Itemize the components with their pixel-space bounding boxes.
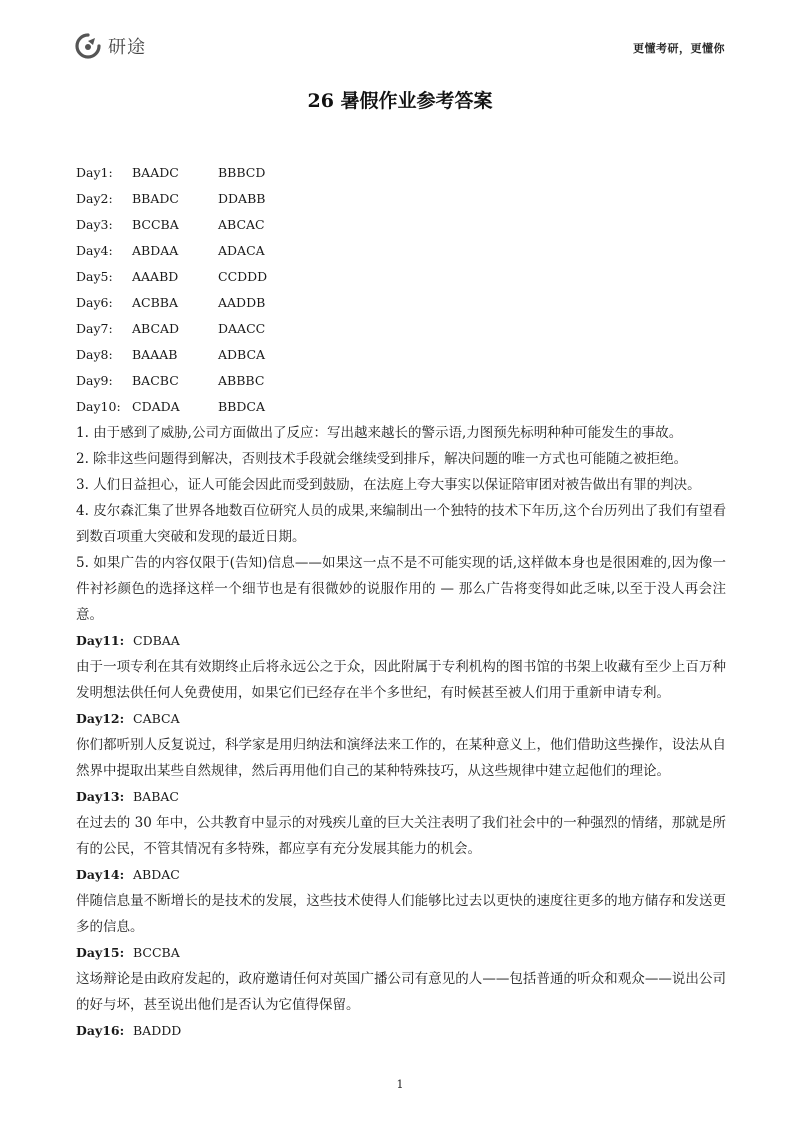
answer-set-b: DDABB xyxy=(218,191,266,206)
day-heading xyxy=(76,1018,726,1044)
logo-icon xyxy=(74,32,102,60)
day-answer: CDBAA xyxy=(133,633,180,648)
answer-set-b: ABCAC xyxy=(218,217,265,232)
page-title: 26 暑假作业参考答案 xyxy=(307,90,493,112)
page-header xyxy=(0,0,800,80)
answer-set-b: BBDCA xyxy=(218,399,265,414)
day-label: Day1: xyxy=(76,165,113,180)
answer-row xyxy=(76,212,726,238)
answer-row xyxy=(76,264,726,290)
translation-2: 2. 除非这些问题得到解决，否则技术手段就会继续受到排斥，解决问题的唯一方式也可能随之被拒绝。 xyxy=(76,451,688,467)
logo-text: 研途 xyxy=(108,37,146,58)
day-heading xyxy=(76,862,726,888)
day-translation: 这场辩论是由政府发起的，政府邀请任何对英国广播公司有意见的人——包括普通的听众和观众——说出公司的好与坏，甚至说出他们是否认为它值得保留。 xyxy=(76,971,726,1013)
document-body xyxy=(76,160,726,1044)
answer-row xyxy=(76,186,726,212)
day-translation: 在过去的 30 年中，公共教育中显示的对残疾儿童的巨大关注表明了我们社会中的一种强烈的情绪，那就是所有的公民，不管其情况有多特殊，都应享有充分发展其能力的机会。 xyxy=(76,815,726,857)
translation-4: 4. 皮尔森汇集了世界各地数百位研究人员的成果,来编制出一个独特的技术下年历,这个台历列出了我们有望看到数百项重大突破和发现的最近日期。 xyxy=(76,503,726,545)
day-label: Day7: xyxy=(76,321,113,336)
answer-row xyxy=(76,238,726,264)
day-label: Day2: xyxy=(76,191,113,206)
answer-set-a: ABCAD xyxy=(132,321,180,336)
answer-set-a: BACBC xyxy=(132,373,179,388)
answer-set-a: BCCBA xyxy=(132,217,179,232)
answer-row xyxy=(76,394,726,420)
answer-row xyxy=(76,316,726,342)
day-heading xyxy=(76,940,726,966)
header-slogan: 更懂考研，更懂你 xyxy=(633,42,725,55)
answer-set-b: ADACA xyxy=(218,243,265,258)
answer-set-a: BAAAB xyxy=(132,347,178,362)
day-label: Day10: xyxy=(76,399,121,414)
answer-row xyxy=(76,368,726,394)
answer-row xyxy=(76,160,726,186)
brand-logo xyxy=(74,32,146,60)
answer-set-b: BBBCD xyxy=(218,165,266,180)
translation-1: 1. 由于感到了威胁,公司方面做出了反应：写出越来越长的警示语,力图预先标明种种可能发生的事故。 xyxy=(76,425,683,441)
answer-set-b: AADDB xyxy=(218,295,266,310)
day-answer: CABCA xyxy=(133,711,180,726)
day-label: Day9: xyxy=(76,373,113,388)
answer-set-a: CDADA xyxy=(132,399,180,414)
answer-set-a: BAADC xyxy=(132,165,179,180)
day-label: Day3: xyxy=(76,217,113,232)
day-label: Day13: xyxy=(76,789,125,804)
answer-set-b: DAACC xyxy=(218,321,266,336)
answer-set-a: ABDAA xyxy=(132,243,179,258)
day-answer: BABAC xyxy=(133,789,179,804)
answer-row xyxy=(76,342,726,368)
page-number: 1 xyxy=(396,1078,404,1091)
day-heading xyxy=(76,628,726,654)
day-translation: 伴随信息量不断增长的是技术的发展，这些技术使得人们能够比过去以更快的速度往更多的地方储存和发送更多的信息。 xyxy=(76,893,726,935)
translation-3: 3. 人们日益担心，证人可能会因此而受到鼓励，在法庭上夸大事实以保证陪审团对被告做出有罪的判决。 xyxy=(76,477,701,493)
answer-set-b: ADBCA xyxy=(218,347,266,362)
day-answer: ABDAC xyxy=(133,867,180,882)
answer-set-a: ACBBA xyxy=(132,295,178,310)
answer-list xyxy=(76,160,726,420)
day-heading xyxy=(76,706,726,732)
answer-set-a: BBADC xyxy=(132,191,179,206)
translation-5: 5. 如果广告的内容仅限于(告知)信息——如果这一点不是不可能实现的话,这样做本身也是很困难的,因为像一件衬衫颜色的选择这样一个细节也是有很微妙的说服作用的 — 那么广告将变得如此乏味,以至于没人再会注意。 xyxy=(76,555,726,623)
day-label: Day8: xyxy=(76,347,113,362)
day-label: Day6: xyxy=(76,295,113,310)
day-heading xyxy=(76,784,726,810)
day-label: Day15: xyxy=(76,945,125,960)
day-translation: 你们都听别人反复说过，科学家是用归纳法和演绎法来工作的，在某种意义上，他们借助这些操作，设法从自然界中提取出某些自然规律，然后再用他们自己的某种特殊技巧，从这些规律中建立起他们的理论。 xyxy=(76,737,726,779)
day-label: Day16: xyxy=(76,1023,125,1038)
answer-row xyxy=(76,290,726,316)
day-answer: BCCBA xyxy=(133,945,180,960)
day-label: Day4: xyxy=(76,243,113,258)
day-label: Day5: xyxy=(76,269,113,284)
answer-set-b: ABBBC xyxy=(218,373,265,388)
day-label: Day14: xyxy=(76,867,125,882)
day-answer: BADDD xyxy=(133,1023,182,1038)
answer-set-a: AAABD xyxy=(132,269,179,284)
day-label: Day12: xyxy=(76,711,125,726)
day-translation: 由于一项专利在其有效期终止后将永远公之于众，因此附属于专利机构的图书馆的书架上收藏有至少上百万种发明想法供任何人免费使用，如果它们已经存在半个多世纪，有时候甚至被人们用于重新申请专利。 xyxy=(76,659,726,701)
answer-set-b: CCDDD xyxy=(218,269,268,284)
day-label: Day11: xyxy=(76,633,125,648)
